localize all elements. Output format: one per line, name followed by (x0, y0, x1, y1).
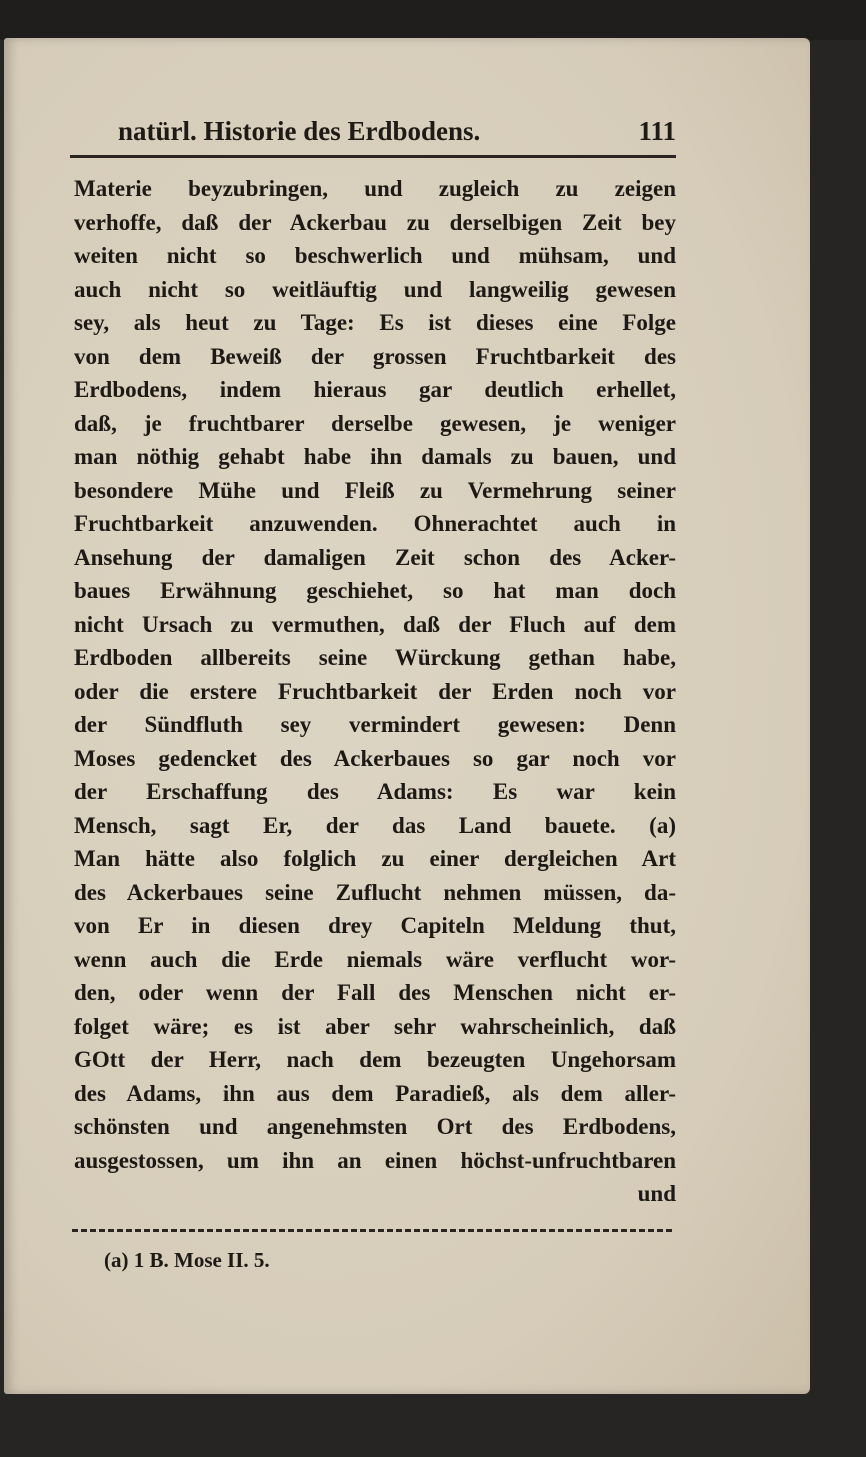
text-line: Mensch, sagt Er, der das Land bauete. (a) (74, 812, 676, 838)
text-line: den, oder wenn der Fall des Menschen nicht er- (74, 980, 676, 1005)
body-text (74, 172, 676, 1211)
text-line: Erdbodens, indem hieraus gar deutlich erhellet, (74, 377, 676, 402)
text-line: des Adams, ihn aus dem Paradieß, als dem aller- (74, 1080, 676, 1106)
text-line: Ansehung der damaligen Zeit schon des Acker- (74, 544, 676, 570)
text-line: wenn auch die Erde niemals wäre verflucht wor- (74, 946, 676, 972)
text-line: des Ackerbaues seine Zuflucht nehmen müssen, da- (74, 879, 676, 905)
running-title: natürl. Historie des Erdbodens. (118, 116, 481, 146)
text-line: Moses gedencket des Ackerbaues so gar noch vor (74, 745, 676, 771)
text-line: der Erschaffung des Adams: Es war kein (74, 779, 676, 804)
header-rule (70, 155, 676, 158)
text-line: daß, je fruchtbarer derselbe gewesen, je weniger (74, 410, 676, 436)
text-line: sey, als heut zu Tage: Es ist dieses eine Folge (74, 310, 676, 335)
text-line: Erdboden allbereits seine Würckung gethan habe, (74, 645, 676, 670)
text-line: verhoffe, daß der Ackerbau zu derselbigen Zeit bey (74, 209, 676, 235)
text-line: oder die erstere Fruchtbarkeit der Erden noch vor (74, 678, 676, 704)
page-number: 111 (638, 116, 676, 146)
text-line: besondere Mühe und Fleiß zu Vermehrung seiner (74, 477, 676, 503)
text-line: von dem Beweiß der grossen Fruchtbarkeit des (74, 343, 676, 369)
text-line: baues Erwähnung geschiehet, so hat man doch (74, 578, 676, 603)
text-line: und (637, 1181, 676, 1206)
text-line: ausgestossen, um ihn an einen höchst-unfruchtbaren (74, 1147, 676, 1173)
text-line: GOtt der Herr, nach dem bezeugten Ungehorsam (74, 1047, 676, 1072)
text-line: Man hätte also folglich zu einer dergleichen Art (74, 846, 676, 871)
scan-background (0, 0, 866, 40)
text-line: auch nicht so weitläuftig und langweilig gewesen (74, 276, 676, 302)
running-header (118, 112, 676, 152)
footnote-rule (72, 1229, 672, 1232)
text-line: weiten nicht so beschwerlich und mühsam, und (74, 243, 676, 268)
text-line: von Er in diesen drey Capiteln Meldung thut, (74, 913, 676, 938)
footnote: (a) 1 B. Mose II. 5. (104, 1248, 270, 1272)
text-line: schönsten und angenehmsten Ort des Erdbodens, (74, 1114, 676, 1139)
text-line: folget wäre; es ist aber sehr wahrscheinlich, daß (74, 1013, 676, 1039)
text-line: man nöthig gehabt habe ihn damals zu bauen, und (74, 444, 676, 469)
text-line: der Sündfluth sey vermindert gewesen: Denn (74, 712, 676, 737)
text-line: Fruchtbarkeit anzuwenden. Ohnerachtet auch in (74, 511, 676, 536)
text-line: nicht Ursach zu vermuthen, daß der Fluch auf dem (74, 611, 676, 637)
text-line: Materie beyzubringen, und zugleich zu zeigen (74, 176, 676, 201)
